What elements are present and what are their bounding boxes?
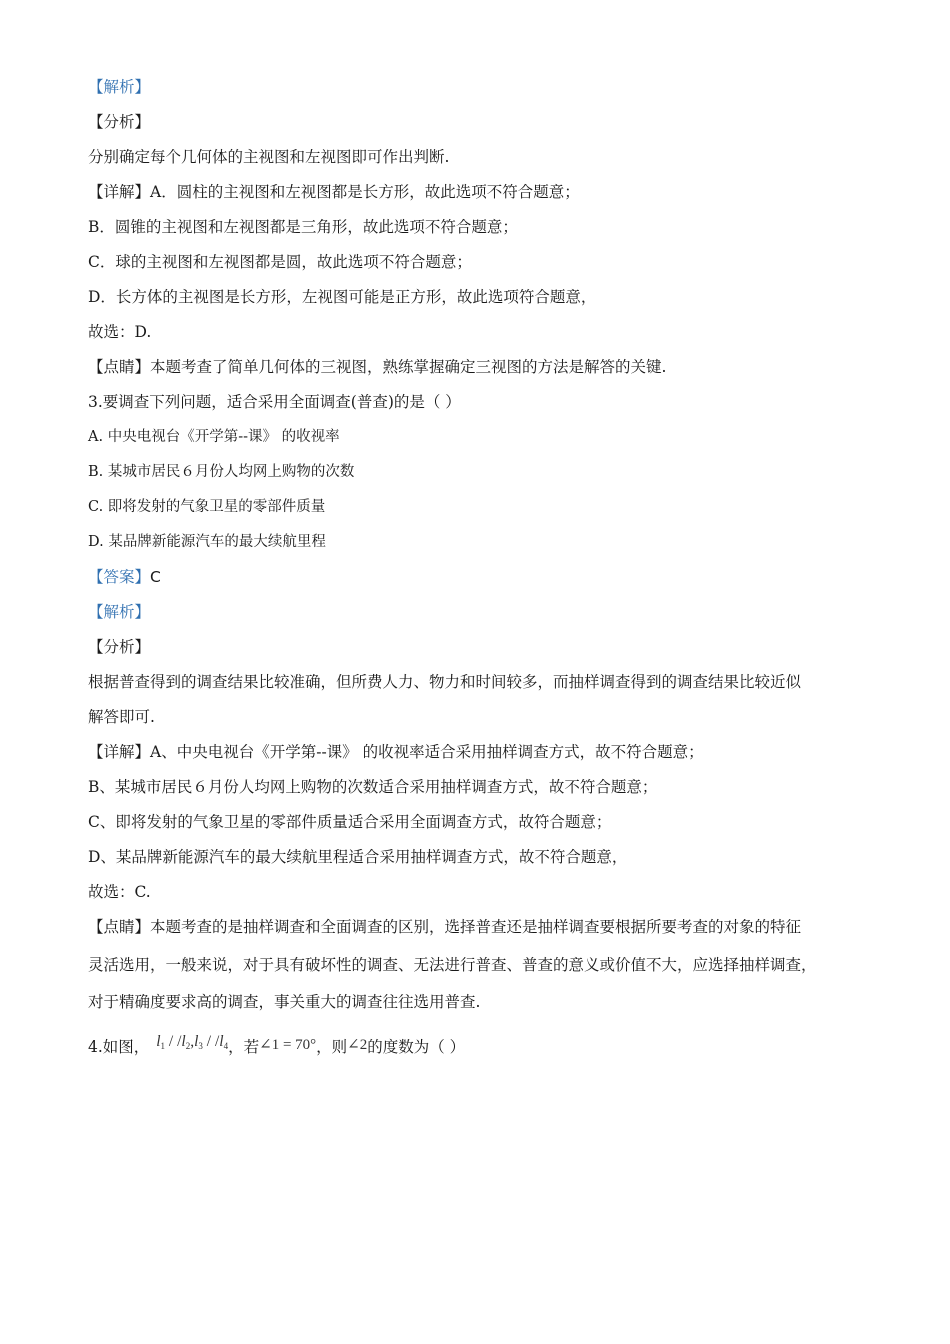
q3-option-c: C. 即将发射的气象卫星的零部件质量 [88, 499, 326, 515]
q3-xiangjie-label: 【详解】 [88, 743, 151, 761]
q3-conclusion: 故选：C. [88, 883, 151, 901]
q3-xiangjie-line-2: B、某城市居民６月份人均网上购物的次数适合采用抽样调查方式，故不符合题意； [88, 778, 658, 796]
q2-xiangjie-line-4: D．长方体的主视图是长方形，左视图可能是正方形，故此选项符合题意， [88, 288, 597, 306]
q3-xiangjie-line-3: C、即将发射的气象卫星的零部件质量适合采用全面调查方式，故符合题意； [88, 813, 612, 831]
q3-xiangjie-line-4: D、某品牌新能源汽车的最大续航里程适合采用抽样调查方式，故不符合题意， [88, 848, 628, 866]
q4-stem: 4.如图， $l_1 / /l_2,l_3 / /l_4$，若∠1 = 70°，则∠2的度数为（ ） [88, 1033, 466, 1056]
q3-dianjing-label: 【点睛】 [88, 918, 151, 936]
q2-fenxi-label: 【分析】 [88, 113, 151, 131]
q3-daan-label: 【答案】 [88, 568, 151, 586]
q3-dianjing-line-3: 对于精确度要求高的调查，事关重大的调查往往选用普查. [88, 993, 481, 1011]
q2-conclusion: 故选：D. [88, 323, 152, 341]
q3-option-d: D. 某品牌新能源汽车的最大续航里程 [88, 534, 326, 550]
q4-angle2: ∠2 [347, 1037, 368, 1053]
q2-dianjing-label: 【点睛】 [88, 358, 151, 376]
q3-option-a: A. 中央电视台《开学第--课》 的收视率 [88, 429, 340, 445]
q3-fenxi-line-2: 解答即可. [88, 708, 155, 726]
q2-jiexi-label: 【解析】 [88, 78, 151, 96]
q2-xiangjie-line-3: C．球的主视图和左视图都是圆，故此选项不符合题意； [88, 253, 472, 271]
q2-xiangjie-line-1: 【详解】A．圆柱的主视图和左视图都是长方形，故此选项不符合题意； [88, 183, 580, 201]
q3-stem: 3.要调查下列问题，适合采用全面调查(普查)的是（ ） [88, 393, 461, 411]
q3-answer [88, 566, 161, 588]
q2-xiangjie-line-2: B．圆锥的主视图和左视图都是三角形，故此选项不符合题意； [88, 218, 518, 236]
q3-dianjing-line-2: 灵活选用，一般来说，对于具有破坏性的调查、无法进行普查、普查的意义或价值不大，应选择抽样调查， [88, 956, 817, 974]
q4-parallel-formula: $l_1 / /l_2,l_3 / /l_4$ [156, 1033, 229, 1051]
q3-jiexi-label: 【解析】 [88, 603, 151, 621]
q3-option-b: B. 某城市居民６月份人均网上购物的次数 [88, 464, 355, 480]
q2-dianjing: 【点睛】本题考查了简单几何体的三视图，熟练掌握确定三视图的方法是解答的关键. [88, 358, 667, 376]
q3-answer-value: C [150, 568, 161, 586]
q2-fenxi-text: 分别确定每个几何体的主视图和左视图即可作出判断. [88, 148, 450, 166]
q2-xiangjie-label: 【详解】 [88, 183, 151, 201]
q3-fenxi-label: 【分析】 [88, 638, 151, 656]
q3-fenxi-line-1: 根据普查得到的调查结果比较准确，但所费人力、物力和时间较多，而抽样调查得到的调查结果比较近似 [88, 673, 802, 691]
q3-xiangjie-line-1: 【详解】A、中央电视台《开学第--课》 的收视率适合采用抽样调查方式，故不符合题意； [88, 743, 704, 761]
q3-dianjing-line-1: 【点睛】本题考查的是抽样调查和全面调查的区别，选择普查还是抽样调查要根据所要考查的对象的特征 [88, 918, 802, 936]
q4-angle1: ∠1 = 70° [259, 1037, 317, 1053]
